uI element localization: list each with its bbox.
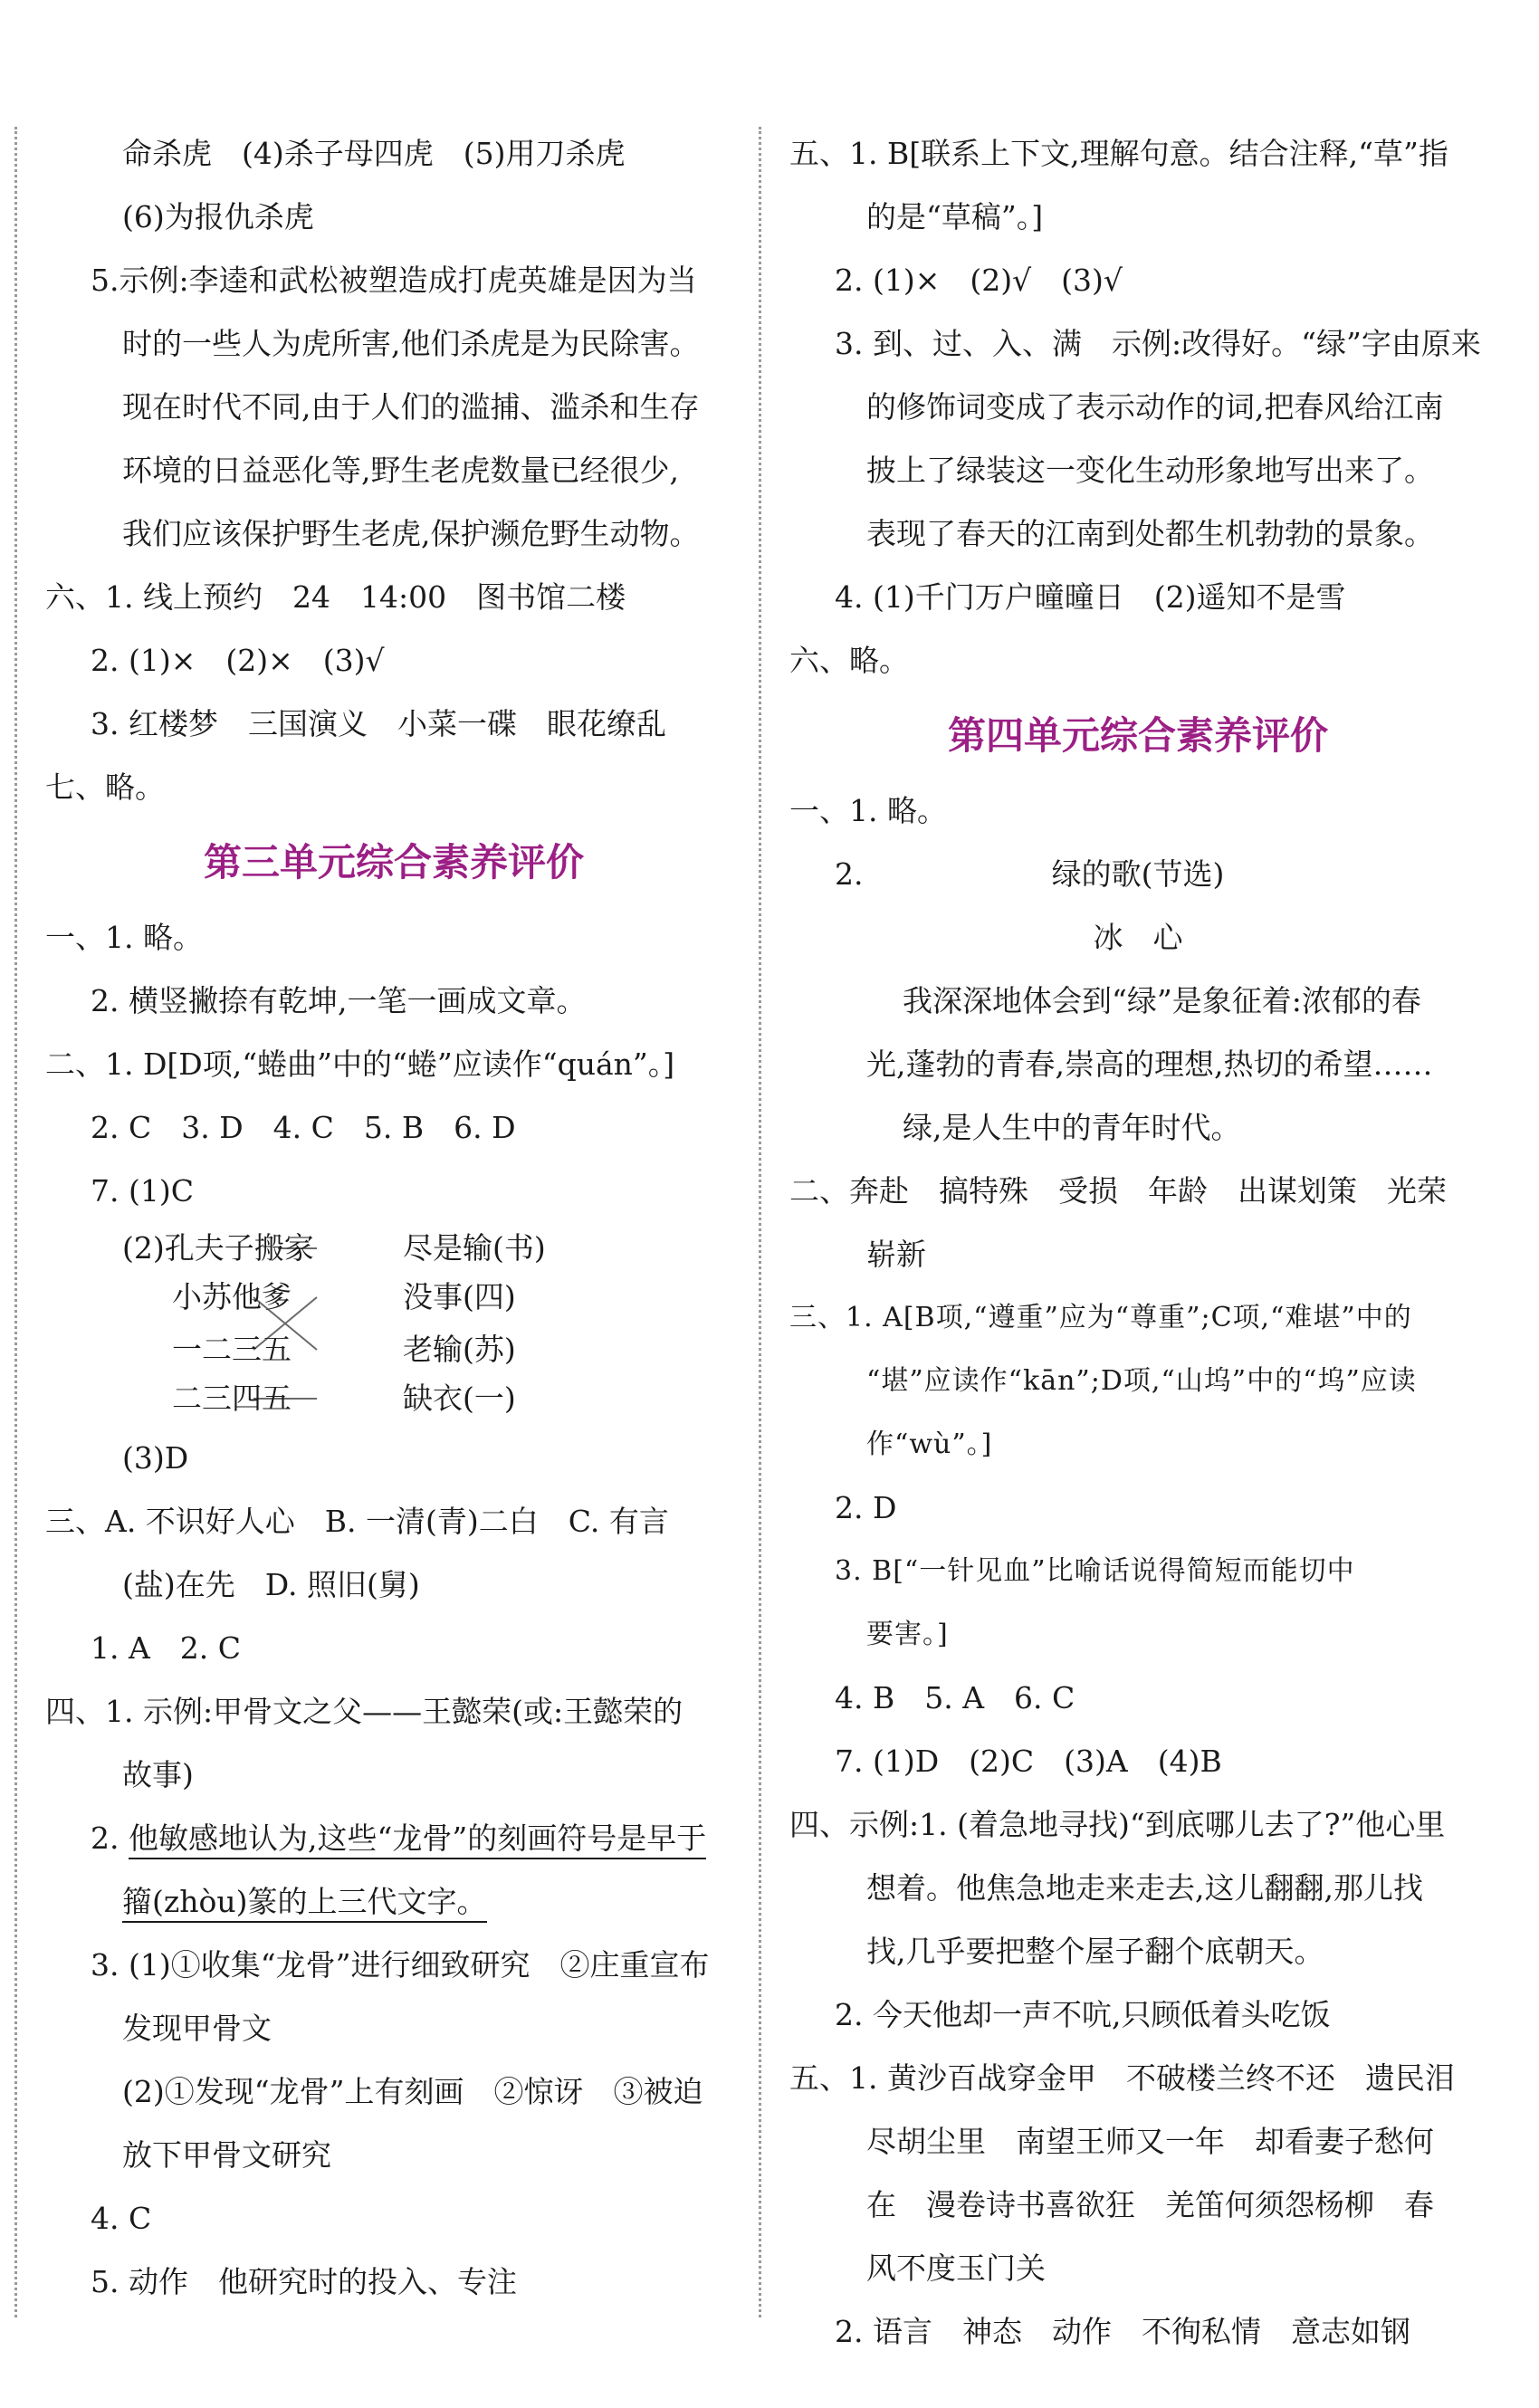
answer-line: 环境的日益恶化等,野生老虎数量已经很少,	[122, 453, 679, 488]
answer-line: 六、1. 线上预约 24 14:00 图书馆二楼	[45, 579, 626, 615]
answer-line: 披上了绿装这一变化生动形象地写出来了。	[866, 453, 1434, 488]
question-number: 2.	[91, 1820, 119, 1856]
answer-line: 放下甲骨文研究	[122, 2137, 331, 2173]
match-right-item: 缺衣(一)	[403, 1381, 516, 1416]
answer-line: 2. 今天他却一声不吭,只顾低着头吃饭	[835, 1997, 1331, 2032]
poem-author: 冰 心	[1093, 920, 1183, 955]
answer-line: 4. C	[91, 2201, 152, 2236]
answer-line: 五、1. 黄沙百战穿金甲 不破楼兰终不还 遗民泪	[789, 2060, 1455, 2096]
answer-line: 命杀虎 (4)杀子母四虎 (5)用刀杀虎	[122, 136, 626, 171]
answer-line: 3. (1)①收集“龙骨”进行细致研究 ②庄重宣布	[91, 1947, 710, 1983]
poem-line: 绿,是人生中的青年时代。	[903, 1110, 1241, 1145]
left-column	[45, 122, 742, 2314]
answer-line: (盐)在先 D. 照旧(舅)	[122, 1567, 420, 1602]
poem-line: 光,蓬勃的青春,崇高的理想,热切的希望……	[866, 1046, 1433, 1082]
column-divider-dotted-line	[759, 127, 761, 2317]
right-column	[789, 122, 1486, 2364]
answer-line: “堪”应读作“kān”;D项,“山坞”中的“坞”应读	[866, 1365, 1417, 1397]
unit3-section-title: 第三单元综合素养评价	[203, 840, 584, 884]
answer-line: 三、A. 不识好人心 B. 一清(青)二白 C. 有言	[45, 1504, 669, 1539]
answer-line: 2. C 3. D 4. C 5. B 6. D	[91, 1110, 516, 1145]
answer-line: 三、1. A[B项,“遵重”应为“尊重”;C项,“难堪”中的	[789, 1302, 1412, 1333]
answer-line: 3. 到、过、入、满 示例:改得好。“绿”字由原来	[835, 326, 1481, 361]
match-right-item: 没事(四)	[403, 1279, 516, 1314]
answer-line: 风不度玉门关	[866, 2250, 1046, 2286]
match-left-item: 二三四五	[172, 1381, 292, 1416]
poem-title: 绿的歌(节选)	[1051, 856, 1225, 892]
answer-line: (2)①发现“龙骨”上有刻画 ②惊讶 ③被迫	[122, 2074, 703, 2109]
question-number: 5.	[91, 263, 119, 298]
answer-line: 2. (1)× (2)√ (3)√	[835, 263, 1123, 298]
match-left-item: (2)孔夫子搬家	[122, 1230, 314, 1266]
answer-line: 一、1. 略。	[45, 920, 203, 955]
answer-line: 现在时代不同,由于人们的滥捕、滥杀和生存	[122, 389, 700, 425]
answer-line: 2. (1)× (2)× (3)√	[91, 643, 385, 678]
poem-line: 我深深地体会到“绿”是象征着:浓郁的春	[903, 983, 1421, 1018]
answer-line	[45, 1870, 742, 1934]
answer-line: 四、示例:1. (着急地寻找)“到底哪儿去了?”他心里	[789, 1807, 1446, 1842]
answer-line: 二、1. D[D项,“蜷曲”中的“蜷”应读作“quán”。]	[45, 1046, 675, 1082]
answer-line: 7. (1)D (2)C (3)A (4)B	[835, 1744, 1222, 1779]
answer-line: 在 漫卷诗书喜欲狂 羌笛何须怨杨柳 春	[866, 2187, 1434, 2222]
answer-line: 的修饰词变成了表示动作的词,把春风给江南	[866, 389, 1444, 425]
answer-line: 六、略。	[789, 643, 909, 678]
answer-line: 四、1. 示例:甲骨文之父——王懿荣(或:王懿荣的	[45, 1694, 683, 1729]
question-number: 2.	[835, 856, 864, 892]
unit4-section-title: 第四单元综合素养评价	[947, 713, 1328, 758]
answer-line: 5. 动作 他研究时的投入、专注	[91, 2264, 517, 2299]
answer-line: 发现甲骨文	[122, 2011, 272, 2046]
match-left-item: 一二三五	[172, 1332, 292, 1367]
answer-line: 4. B 5. A 6. C	[835, 1680, 1075, 1715]
left-margin-dotted-line	[14, 127, 17, 2317]
underlined-answer: 他敏感地认为,这些“龙骨”的刻画符号是早于	[129, 1820, 706, 1859]
answer-line: 的是“草稿”。]	[866, 199, 1044, 234]
answer-line	[789, 843, 1486, 906]
match-left-item: 小苏他爹	[172, 1279, 292, 1314]
answer-line: 1. A 2. C	[91, 1630, 242, 1666]
underlined-answer: 籀(zhòu)篆的上三代文字。	[122, 1884, 487, 1923]
matching-exercise	[45, 1223, 742, 1427]
answer-line: 我们应该保护野生老虎,保护濒危野生动物。	[122, 516, 700, 551]
answer-line: 2. D	[835, 1490, 897, 1525]
answer-line: 故事)	[122, 1757, 194, 1792]
answer-line: 7. (1)C	[91, 1173, 194, 1209]
match-right-item: 老输(苏)	[403, 1332, 516, 1367]
answer-line: (6)为报仇杀虎	[122, 199, 314, 234]
answer-line: 找,几乎要把整个屋子翻个底朝天。	[866, 1934, 1324, 1969]
answer-line: 作“wù”。]	[866, 1429, 993, 1460]
answer-line	[45, 1807, 742, 1870]
answer-line: 3. B[“一针见血”比喻话说得简短而能切中	[835, 1555, 1355, 1587]
answer-line: 表现了春天的江南到处都生机勃勃的景象。	[866, 516, 1434, 551]
match-right-item: 尽是输(书)	[403, 1230, 546, 1266]
answer-line: 尽胡尘里 南望王师又一年 却看妻子愁何	[866, 2124, 1434, 2159]
answer-line: 崭新	[866, 1237, 926, 1272]
answer-line: 3. 红楼梦 三国演义 小菜一碟 眼花缭乱	[91, 706, 666, 741]
answer-line: 一、1. 略。	[789, 793, 947, 828]
answer-line: 要害。]	[866, 1619, 949, 1650]
answer-line: 七、略。	[45, 769, 165, 805]
answer-line: 二、奔赴 搞特殊 受损 年龄 出谋划策 光荣	[789, 1173, 1447, 1209]
answer-line: 五、1. B[联系上下文,理解句意。结合注释,“草”指	[789, 136, 1448, 171]
answer-text: 示例:李逵和武松被塑造成打虎英雄是因为当	[119, 263, 697, 298]
answer-line: 4. (1)千门万户曈曈日 (2)遥知不是雪	[835, 579, 1346, 615]
answer-line: (3)D	[122, 1440, 189, 1476]
answer-line: 想着。他焦急地走来走去,这儿翻翻,那儿找	[866, 1870, 1423, 1906]
answer-line: 2. 语言 神态 动作 不徇私情 意志如钢	[835, 2314, 1410, 2349]
answer-line	[45, 249, 742, 312]
answer-line: 2. 横竖撇捺有乾坤,一笔一画成文章。	[91, 983, 587, 1018]
answer-line: 时的一些人为虎所害,他们杀虎是为民除害。	[122, 326, 700, 361]
